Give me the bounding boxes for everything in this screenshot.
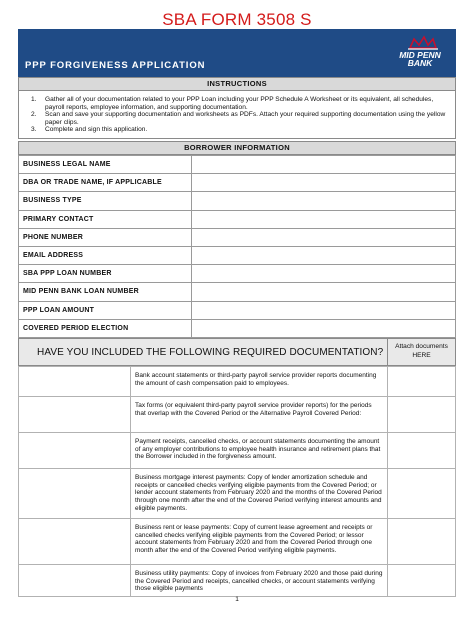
- sba-loan-number-field[interactable]: [192, 265, 456, 283]
- logo-text-line1: MID PENN: [399, 50, 441, 60]
- attach-slot[interactable]: [388, 397, 456, 433]
- table-row: [19, 265, 456, 283]
- attach-slot[interactable]: [388, 469, 456, 519]
- instruction-number: 1.: [31, 96, 37, 103]
- blank-cell: [19, 519, 131, 565]
- documentation-header: [18, 338, 456, 366]
- instruction-item: [31, 96, 447, 111]
- table-row: [19, 228, 456, 246]
- borrower-info-table: [18, 155, 456, 338]
- blank-cell: [19, 397, 131, 433]
- blank-cell: [19, 433, 131, 469]
- table-row: [19, 283, 456, 301]
- primary-contact-field[interactable]: [192, 210, 456, 228]
- instruction-item: [31, 126, 447, 134]
- banner-title: PPP FORGIVENESS APPLICATION: [25, 60, 206, 71]
- table-row: [19, 519, 456, 565]
- field-label: SBA PPP LOAN NUMBER: [19, 265, 192, 283]
- dba-name-field[interactable]: [192, 174, 456, 192]
- table-row: [19, 246, 456, 264]
- logo-text: [390, 51, 450, 67]
- table-row: [19, 192, 456, 210]
- doc-description: Business utility payments: Copy of invoices from February 2020 and those paid during the Covered Period and receipts, cancelled checks, or account statements verifying those eligible payments: [131, 565, 388, 597]
- instruction-item: [31, 111, 447, 126]
- table-row: [19, 397, 456, 433]
- table-row: [19, 469, 456, 519]
- phone-number-field[interactable]: [192, 228, 456, 246]
- field-label: PRIMARY CONTACT: [19, 210, 192, 228]
- instruction-number: 3.: [31, 126, 37, 134]
- page-number: 1: [235, 596, 239, 603]
- attach-slot[interactable]: [388, 519, 456, 565]
- table-row: [19, 174, 456, 192]
- field-label: BUSINESS LEGAL NAME: [19, 156, 192, 174]
- table-row: [19, 301, 456, 319]
- doc-description: Tax forms (or equivalent third-party payroll service provider reports) for the periods that overlap with the Covered Period or the Alternative Payroll Covered Period:: [131, 397, 388, 433]
- business-type-field[interactable]: [192, 192, 456, 210]
- documentation-table: [18, 366, 456, 597]
- attach-slot[interactable]: [388, 433, 456, 469]
- field-label: MID PENN BANK LOAN NUMBER: [19, 283, 192, 301]
- table-row: [19, 210, 456, 228]
- bank-loan-number-field[interactable]: [192, 283, 456, 301]
- email-address-field[interactable]: [192, 246, 456, 264]
- loan-amount-field[interactable]: [192, 301, 456, 319]
- table-row: [19, 565, 456, 597]
- field-label: PHONE NUMBER: [19, 228, 192, 246]
- attach-label-line1: Attach documents: [395, 343, 448, 350]
- instructions-heading: INSTRUCTIONS: [18, 77, 456, 91]
- table-row: [19, 367, 456, 397]
- instruction-text: Gather all of your documentation related to your PPP Loan including your PPP Schedule A Worksheet or its equivalent, all schedules, payroll reports, employee information, and supporting documentation.: [45, 96, 434, 111]
- doc-description: Payment receipts, cancelled checks, or account statements documenting the amount of any employer contributions to employee health insurance and retirement plans that the Borrower included in the forgiveness amount.: [131, 433, 388, 469]
- blank-cell: [19, 469, 131, 519]
- blank-cell: [19, 367, 131, 397]
- blank-cell: [19, 565, 131, 597]
- crown-icon: [390, 35, 450, 51]
- attach-label-line2: HERE: [412, 352, 431, 359]
- doc-description: Business mortgage interest payments: Copy of lender amortization schedule and receipts or cancelled checks verifying eligible payments from the Covered Period; or lender account statements from February 2020 and the months of the Covered Period through one month after the end of the Covered Period verifying interest amounts and eligible payments.: [131, 469, 388, 519]
- field-label: COVERED PERIOD ELECTION: [19, 319, 192, 337]
- instruction-text: Scan and save your supporting documentation and worksheets as PDFs. Attach your required supporting documentation using the yellow paper clips.: [45, 111, 446, 126]
- instructions-list: [18, 91, 456, 139]
- business-legal-name-field[interactable]: [192, 156, 456, 174]
- table-row: [19, 156, 456, 174]
- borrower-info-heading: BORROWER INFORMATION: [18, 141, 456, 155]
- field-label: BUSINESS TYPE: [19, 192, 192, 210]
- instruction-number: 2.: [31, 111, 37, 119]
- attach-slot[interactable]: [388, 565, 456, 597]
- logo-text-line2: BANK: [407, 58, 433, 68]
- header-banner: [18, 29, 456, 77]
- field-label: DBA OR TRADE NAME, IF APPLICABLE: [19, 174, 192, 192]
- table-row: [19, 319, 456, 337]
- bank-logo: [390, 35, 450, 71]
- attach-slot[interactable]: [388, 367, 456, 397]
- table-row: [19, 433, 456, 469]
- field-label: EMAIL ADDRESS: [19, 246, 192, 264]
- attach-documents-label: [387, 339, 455, 365]
- doc-description: Bank account statements or third-party payroll service provider reports documenting the amount of cash compensation paid to employees.: [131, 367, 388, 397]
- form-title: SBA FORM 3508 S: [162, 10, 312, 29]
- field-label: PPP LOAN AMOUNT: [19, 301, 192, 319]
- instruction-text: Complete and sign this application.: [45, 126, 148, 134]
- doc-description: Business rent or lease payments: Copy of current lease agreement and receipts or cancelled checks verifying eligible payments from the Covered Period; or lessor account statements from February 2020 and from the Covered Period through one month after the end of the Covered Period verifying eligible payments.: [131, 519, 388, 565]
- covered-period-field[interactable]: [192, 319, 456, 337]
- documentation-question: HAVE YOU INCLUDED THE FOLLOWING REQUIRED DOCUMENTATION?: [37, 346, 384, 358]
